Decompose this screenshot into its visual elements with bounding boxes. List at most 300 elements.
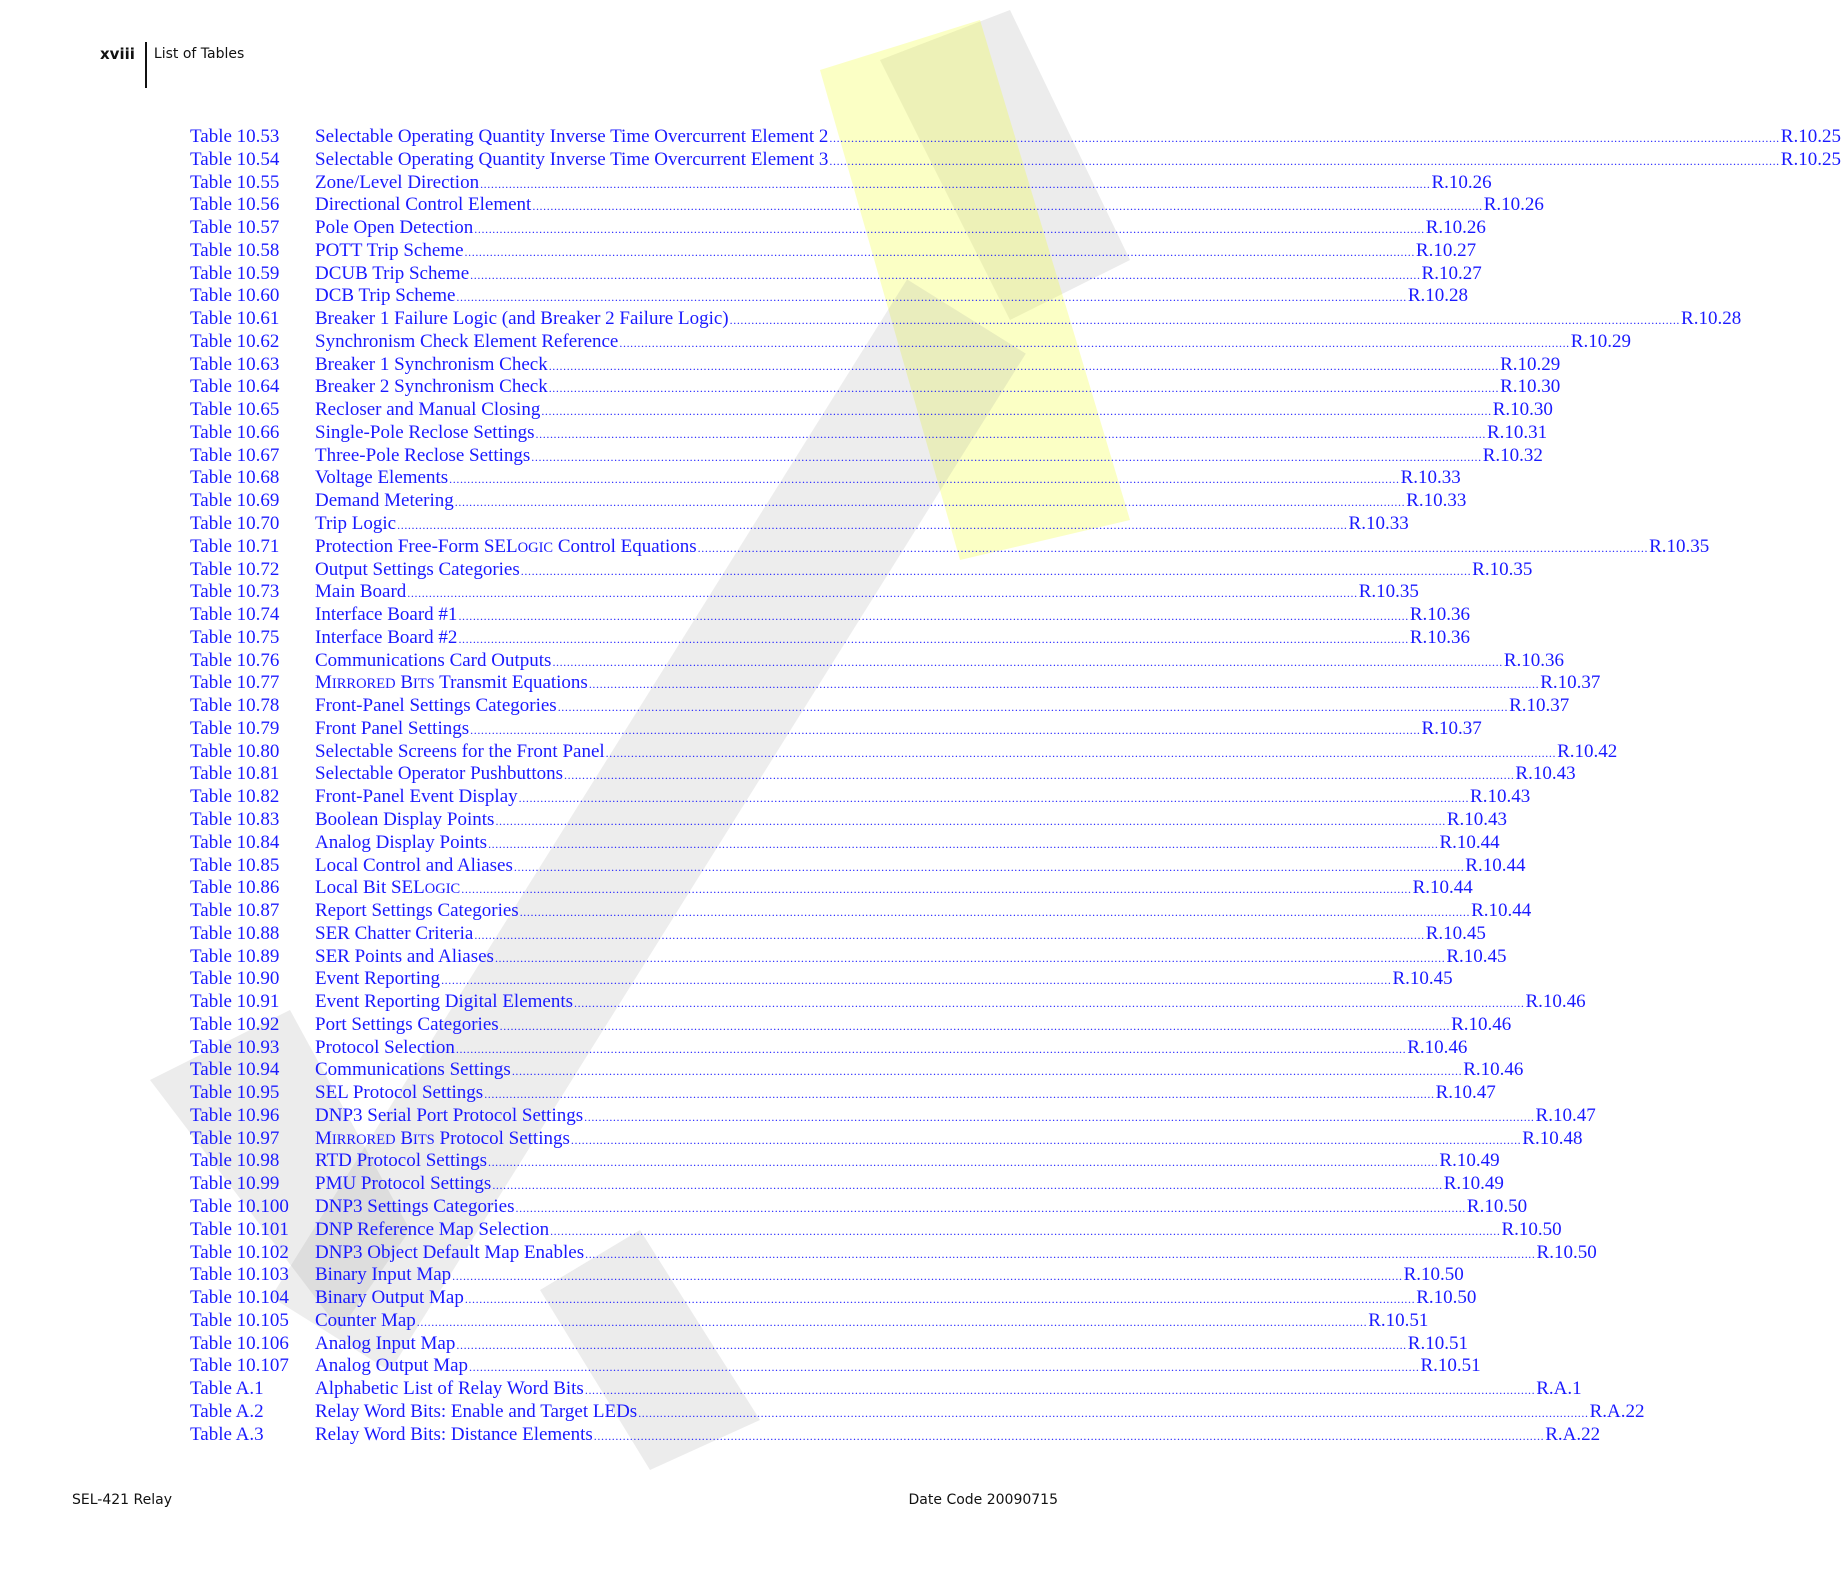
toc-title-small-caps: OGIC [517, 539, 554, 556]
toc-page-number: R.10.44 [1465, 854, 1526, 876]
toc-table-title [315, 832, 487, 854]
toc-dot-leader [465, 1287, 1415, 1309]
toc-table-number: Table A.1 [190, 1378, 264, 1400]
toc-entry[interactable] [190, 421, 1548, 445]
toc-page-number: R.10.26 [1431, 171, 1492, 193]
toc-table-title [315, 240, 464, 262]
toc-page-number: R.10.35 [1358, 581, 1419, 603]
toc-title-text: Zone/Level Direction [315, 171, 480, 193]
toc-entry[interactable] [190, 740, 1618, 764]
toc-dot-leader [516, 1196, 1466, 1218]
toc-entry[interactable] [190, 513, 1409, 536]
toc-title-text: Relay Word Bits: Enable and Target LEDs [315, 1400, 638, 1422]
toc-table-number: Table 10.61 [190, 308, 280, 330]
toc-title-text: SEL Protocol Settings [315, 1082, 484, 1104]
toc-title-text: Relay Word Bits: Distance Elements [315, 1423, 593, 1445]
toc-entry[interactable] [190, 285, 1469, 308]
toc-dot-leader [455, 490, 1405, 512]
toc-title-text: M [315, 672, 332, 694]
toc-entry[interactable] [190, 467, 1461, 490]
toc-entry[interactable] [190, 626, 1471, 650]
toc-dot-leader [500, 1014, 1450, 1036]
toc-table-number: Table A.3 [190, 1423, 264, 1445]
toc-dot-leader [564, 763, 1514, 785]
toc-table-title [315, 741, 605, 763]
toc-table-title [315, 1128, 570, 1150]
toc-page-number: R.10.37 [1540, 672, 1601, 694]
toc-title-text: DNP3 Serial Port Protocol Settings [315, 1104, 584, 1126]
toc-table-title [315, 1287, 464, 1309]
toc-table-title [315, 718, 469, 740]
toc-table-title [315, 194, 531, 216]
toc-dot-leader [417, 1310, 1367, 1332]
toc-table-title [315, 1401, 637, 1423]
toc-table-title [315, 445, 530, 467]
toc-title-text: Selectable Operating Quantity Inverse Time Overcurrent Element 2 [315, 126, 829, 147]
toc-entry[interactable] [190, 1150, 1500, 1173]
toc-title-text: DNP3 Object Default Map Enables [315, 1241, 585, 1263]
toc-dot-leader [606, 741, 1556, 763]
toc-entry[interactable] [190, 1082, 1496, 1105]
toc-table-title [315, 1082, 483, 1104]
toc-page-number: R.10.50 [1466, 1195, 1528, 1217]
toc-dot-leader [514, 855, 1464, 877]
toc-title-text: Report Settings Categories [315, 900, 519, 922]
toc-page-number: R.10.46 [1407, 1036, 1468, 1058]
toc-dot-leader [549, 354, 1499, 376]
toc-table-number: Table 10.98 [190, 1150, 280, 1172]
toc-table-title [315, 1014, 499, 1036]
toc-page-number: R.10.44 [1412, 877, 1473, 899]
toc-table-number: Table 10.102 [190, 1241, 289, 1263]
toc-table-title [315, 581, 406, 603]
toc-table-number: Table 10.105 [190, 1309, 289, 1331]
toc-entry[interactable] [190, 1287, 1477, 1310]
toc-page-number: R.10.45 [1392, 968, 1453, 990]
toc-dot-leader [512, 1059, 1462, 1081]
toc-title-text: Local Control and Aliases [315, 854, 513, 876]
toc-table-number: Table 10.89 [190, 945, 280, 967]
toc-dot-leader [519, 786, 1469, 808]
toc-entry[interactable] [190, 672, 1601, 695]
toc-table-number: Table 10.59 [190, 262, 280, 284]
toc-page-number: R.10.51 [1407, 1332, 1468, 1354]
toc-title-small-caps: OGIC [424, 881, 461, 898]
toc-title-text: Demand Metering [315, 490, 454, 512]
header-divider [145, 42, 147, 88]
toc-title-text: Boolean Display Points [315, 808, 495, 830]
toc-entry[interactable] [190, 1241, 1597, 1265]
toc-table-title [315, 855, 513, 877]
toc-table-title [315, 1059, 511, 1081]
toc-table-number: Table 10.68 [190, 467, 280, 489]
toc-table-title [315, 308, 729, 330]
toc-page-number: R.10.50 [1416, 1287, 1477, 1309]
toc-entry[interactable] [190, 217, 1486, 240]
toc-dot-leader [541, 399, 1491, 421]
toc-entry[interactable] [190, 1218, 1562, 1242]
toc-page-number: R.10.37 [1509, 695, 1570, 717]
toc-title-text: Recloser and Manual Closing [315, 399, 541, 421]
toc-entry[interactable] [190, 1355, 1481, 1378]
toc-title-text: Binary Output Map [315, 1287, 464, 1309]
toc-entry[interactable] [190, 171, 1492, 195]
toc-table-number: Table 10.72 [190, 558, 280, 580]
toc-table-title [315, 559, 520, 581]
toc-entry[interactable] [190, 1378, 1582, 1401]
toc-table-title [315, 809, 494, 831]
toc-page-number: R.A.22 [1545, 1423, 1601, 1445]
toc-table-title [315, 1196, 515, 1218]
toc-table-title [315, 149, 828, 171]
toc-entry[interactable] [190, 1173, 1504, 1196]
toc-page-number: R.10.25 [1780, 148, 1841, 170]
toc-dot-leader [452, 1264, 1402, 1286]
toc-table-number: Table 10.90 [190, 968, 280, 990]
toc-title-text: Communications Card Outputs [315, 649, 552, 671]
toc-title-text: Three-Pole Reclose Settings [315, 444, 531, 466]
toc-dot-leader [829, 126, 1779, 148]
toc-table-number: Table 10.100 [190, 1195, 289, 1217]
toc-entry[interactable] [190, 376, 1561, 399]
toc-title-text: Voltage Elements [315, 467, 449, 489]
toc-page-number: R.10.45 [1446, 945, 1507, 967]
toc-title-text: Breaker 2 Synchronism Check [315, 376, 548, 398]
toc-page-number: R.A.1 [1536, 1378, 1582, 1400]
toc-entry[interactable] [190, 877, 1473, 900]
toc-page-number: R.10.51 [1368, 1309, 1429, 1331]
toc-page-number: R.10.33 [1406, 490, 1467, 512]
toc-entry[interactable] [190, 581, 1419, 604]
toc-dot-leader [458, 604, 1408, 626]
toc-entry[interactable] [190, 831, 1500, 855]
toc-title-text: Counter Map [315, 1309, 416, 1331]
toc-title-text: Port Settings Categories [315, 1013, 499, 1035]
toc-title-text: Front-Panel Settings Categories [315, 695, 557, 717]
toc-entry[interactable] [190, 900, 1532, 923]
toc-page-number: R.10.43 [1515, 763, 1576, 785]
toc-page-number: R.10.28 [1681, 308, 1742, 330]
toc-page-number: R.10.45 [1425, 922, 1486, 944]
toc-dot-leader [829, 149, 1779, 171]
toc-dot-leader [550, 1219, 1500, 1241]
toc-title-text: Local Bit SEL [315, 877, 425, 899]
toc-dot-leader [480, 172, 1430, 194]
toc-entry[interactable] [190, 444, 1543, 468]
toc-page-number: R.10.31 [1486, 421, 1548, 443]
toc-page-number: R.10.25 [1780, 126, 1841, 147]
toc-table-title [315, 991, 573, 1013]
toc-entry[interactable] [190, 1309, 1429, 1333]
toc-title-text: Binary Input Map [315, 1264, 452, 1286]
toc-table-title [315, 467, 448, 489]
toc-entry[interactable] [190, 490, 1467, 513]
toc-title-text: Breaker 1 Synchronism Check [315, 353, 548, 375]
toc-table-title [315, 604, 457, 626]
toc-table-number: Table 10.85 [190, 854, 280, 876]
toc-entry[interactable] [190, 1104, 1596, 1128]
toc-dot-leader [492, 1173, 1442, 1195]
toc-dot-leader [465, 240, 1415, 262]
toc-page-number: R.10.36 [1409, 626, 1471, 648]
toc-entry[interactable] [190, 695, 1570, 718]
toc-title-small-caps: ITS [413, 676, 435, 693]
toc-page-number: R.10.42 [1557, 740, 1618, 762]
toc-table-number: Table 10.103 [190, 1264, 289, 1286]
toc-dot-leader [461, 877, 1411, 899]
toc-table-title [315, 1037, 455, 1059]
toc-page-number: R.10.26 [1483, 194, 1544, 216]
toc-table-title [315, 1242, 584, 1264]
toc-page-number: R.10.50 [1536, 1241, 1597, 1263]
toc-page-number: R.10.33 [1400, 467, 1461, 489]
toc-entry[interactable] [190, 1332, 1468, 1356]
toc-title-text: Protocol Selection [315, 1036, 455, 1058]
toc-dot-leader [619, 331, 1569, 353]
toc-entry[interactable] [190, 535, 1710, 559]
toc-page-number: R.10.29 [1500, 353, 1561, 375]
toc-title-text: DNP3 Settings Categories [315, 1195, 515, 1217]
toc-title-text: RTD Protocol Settings [315, 1150, 487, 1172]
toc-dot-leader [488, 1150, 1438, 1172]
toc-table-number: Table 10.62 [190, 330, 280, 352]
toc-entry[interactable] [190, 399, 1553, 422]
toc-table-title [315, 172, 479, 194]
toc-dot-leader [449, 467, 1399, 489]
toc-entry[interactable] [190, 922, 1486, 946]
toc-page-number: R.10.44 [1471, 900, 1532, 922]
toc-page-number: R.10.49 [1439, 1150, 1500, 1172]
toc-entry[interactable] [190, 1036, 1468, 1060]
toc-page-number: R.10.43 [1446, 808, 1508, 830]
toc-dot-leader [456, 1333, 1406, 1355]
toc-entry[interactable] [190, 1195, 1528, 1219]
toc-table-number: Table 10.86 [190, 877, 280, 899]
toc-title-text: Front Panel Settings [315, 717, 470, 739]
toc-page-number: R.10.51 [1420, 1355, 1481, 1377]
toc-dot-leader [574, 991, 1524, 1013]
toc-table-title [315, 650, 551, 672]
toc-title-text: M [315, 1127, 332, 1149]
toc-table-number: Table 10.99 [190, 1173, 280, 1195]
toc-page-number: R.10.46 [1451, 1013, 1512, 1035]
toc-entry[interactable] [190, 353, 1561, 377]
toc-entry[interactable] [190, 968, 1453, 991]
toc-title-text: Main Board [315, 581, 407, 603]
toc-table-title [315, 1355, 468, 1377]
list-of-tables [190, 126, 1841, 1446]
toc-dot-leader [397, 513, 1347, 535]
toc-table-number: Table 10.53 [190, 126, 280, 147]
toc-entry[interactable] [190, 1264, 1464, 1287]
toc-title-text: Event Reporting [315, 968, 441, 990]
toc-table-number: Table 10.106 [190, 1332, 289, 1354]
toc-dot-leader [520, 900, 1470, 922]
toc-entry[interactable] [190, 558, 1533, 582]
toc-table-title [315, 126, 828, 148]
toc-dot-leader [698, 536, 1648, 558]
toc-table-title [315, 923, 473, 945]
toc-title-text: Protocol Settings [434, 1127, 570, 1149]
toc-table-number: Table 10.104 [190, 1287, 289, 1309]
toc-title-text: Breaker 1 Failure Logic (and Breaker 2 Failure Logic) [315, 308, 729, 330]
toc-table-title [315, 1264, 451, 1286]
toc-title-text: Transmit Equations [434, 672, 588, 694]
toc-title-text: Directional Control Element [315, 194, 532, 216]
toc-title-text: B [395, 672, 413, 694]
toc-table-number: Table 10.60 [190, 285, 280, 307]
toc-table-title [315, 536, 697, 558]
toc-table-title [315, 422, 535, 444]
toc-table-title [315, 763, 563, 785]
toc-table-number: Table 10.93 [190, 1036, 280, 1058]
toc-table-number: Table 10.74 [190, 604, 280, 626]
toc-title-text: Output Settings Categories [315, 558, 520, 580]
toc-entry[interactable] [190, 604, 1471, 627]
toc-table-title [315, 331, 618, 353]
toc-title-text: Single-Pole Reclose Settings [315, 421, 535, 443]
toc-dot-leader [730, 308, 1680, 330]
toc-table-title [315, 263, 469, 285]
toc-dot-leader [521, 559, 1471, 581]
toc-entry[interactable] [190, 148, 1841, 172]
toc-table-title [315, 1173, 491, 1195]
toc-table-title [315, 490, 454, 512]
toc-entry[interactable] [190, 763, 1576, 786]
toc-page-number: R.10.50 [1403, 1264, 1464, 1286]
toc-page-number: R.10.29 [1570, 330, 1631, 352]
toc-table-number: Table 10.80 [190, 740, 280, 762]
toc-table-number: Table 10.83 [190, 808, 280, 830]
toc-title-text: Trip Logic [315, 513, 397, 535]
toc-table-number: Table 10.87 [190, 900, 280, 922]
toc-table-number: Table 10.77 [190, 672, 280, 694]
toc-page-number: R.10.27 [1415, 239, 1477, 261]
toc-table-number: Table 10.58 [190, 239, 280, 261]
toc-title-text: Selectable Operating Quantity Inverse Time Overcurrent Element 3 [315, 148, 829, 170]
toc-page-number: R.10.44 [1439, 831, 1500, 853]
toc-dot-leader [495, 809, 1445, 831]
toc-table-number: Table 10.76 [190, 649, 280, 671]
toc-table-title [315, 217, 473, 239]
toc-page-number: R.10.30 [1492, 399, 1553, 421]
toc-dot-leader [536, 422, 1486, 444]
toc-entry[interactable] [190, 1013, 1512, 1037]
toc-table-title [315, 968, 440, 990]
toc-title-text: Selectable Screens for the Front Panel [315, 740, 605, 762]
toc-entry[interactable] [190, 1059, 1524, 1082]
toc-table-title [315, 1105, 583, 1127]
toc-entry[interactable] [190, 717, 1482, 741]
toc-page-number: R.10.36 [1503, 649, 1565, 671]
toc-table-number: Table 10.66 [190, 421, 280, 443]
toc-dot-leader [558, 695, 1508, 717]
toc-page-number: R.A.22 [1589, 1400, 1645, 1422]
toc-table-title [315, 399, 540, 421]
toc-page-number: R.10.47 [1535, 1104, 1596, 1126]
toc-entry[interactable] [190, 126, 1841, 149]
toc-dot-leader [407, 581, 1357, 603]
toc-title-text: Analog Display Points [315, 831, 488, 853]
toc-table-number: Table 10.95 [190, 1082, 280, 1104]
toc-entry[interactable] [190, 991, 1586, 1014]
toc-table-number: Table 10.69 [190, 490, 280, 512]
footer-product: SEL-421 Relay [72, 1492, 172, 1508]
toc-page-number: R.10.35 [1649, 535, 1710, 557]
toc-table-number: Table 10.79 [190, 717, 280, 739]
toc-title-text: B [395, 1127, 413, 1149]
toc-dot-leader [531, 445, 1481, 467]
toc-dot-leader [474, 923, 1424, 945]
toc-title-text: DNP Reference Map Selection [315, 1218, 550, 1240]
toc-table-title [315, 1150, 487, 1172]
toc-dot-leader [456, 285, 1406, 307]
toc-table-number: Table 10.101 [190, 1218, 289, 1240]
toc-table-title [315, 354, 548, 376]
toc-table-number: Table 10.65 [190, 399, 280, 421]
toc-title-text: PMU Protocol Settings [315, 1173, 492, 1195]
toc-entry[interactable] [190, 239, 1477, 263]
toc-table-number: Table 10.94 [190, 1059, 280, 1081]
toc-title-text: Analog Input Map [315, 1332, 456, 1354]
footer-date-code: Date Code 20090715 [908, 1492, 1058, 1508]
toc-entry[interactable] [190, 1400, 1645, 1424]
toc-title-text: Analog Output Map [315, 1355, 469, 1377]
toc-entry[interactable] [190, 262, 1482, 286]
toc-title-text: POTT Trip Scheme [315, 239, 464, 261]
toc-table-number: Table 10.70 [190, 513, 280, 535]
toc-page-number: R.10.46 [1525, 991, 1586, 1013]
toc-entry[interactable] [190, 854, 1526, 878]
toc-entry[interactable] [190, 808, 1508, 832]
toc-entry[interactable] [190, 1423, 1601, 1447]
toc-page-number: R.10.30 [1500, 376, 1561, 398]
toc-table-title [315, 627, 457, 649]
toc-page-number: R.10.46 [1463, 1059, 1524, 1081]
toc-table-number: Table 10.64 [190, 376, 280, 398]
toc-title-text: Control Equations [553, 535, 697, 557]
toc-table-title [315, 672, 588, 694]
toc-table-title [315, 900, 519, 922]
toc-table-number: Table 10.91 [190, 991, 280, 1013]
toc-entry[interactable] [190, 786, 1531, 809]
toc-table-number: Table 10.78 [190, 695, 280, 717]
toc-table-number: Table 10.56 [190, 194, 280, 216]
toc-page-number: R.10.32 [1482, 444, 1543, 466]
toc-table-number: Table A.2 [190, 1400, 264, 1422]
toc-table-title [315, 946, 494, 968]
toc-page-number: R.10.50 [1501, 1218, 1562, 1240]
toc-table-title [315, 1310, 416, 1332]
toc-entry[interactable] [190, 1127, 1583, 1151]
toc-dot-leader [470, 263, 1420, 285]
toc-title-text: Event Reporting Digital Elements [315, 991, 574, 1013]
toc-entry[interactable] [190, 945, 1507, 969]
toc-table-number: Table 10.97 [190, 1127, 280, 1149]
toc-dot-leader [469, 1355, 1419, 1377]
toc-dot-leader [474, 217, 1424, 239]
toc-table-title [315, 376, 548, 398]
toc-entry[interactable] [190, 330, 1631, 354]
toc-entry[interactable] [190, 194, 1544, 217]
toc-entry[interactable] [190, 649, 1565, 673]
toc-table-number: Table 10.67 [190, 444, 280, 466]
toc-title-text: Interface Board #1 [315, 604, 458, 626]
toc-dot-leader [638, 1401, 1588, 1423]
toc-page-number: R.10.28 [1407, 285, 1469, 307]
toc-entry[interactable] [190, 308, 1742, 331]
toc-title-text: Interface Board #2 [315, 626, 458, 648]
